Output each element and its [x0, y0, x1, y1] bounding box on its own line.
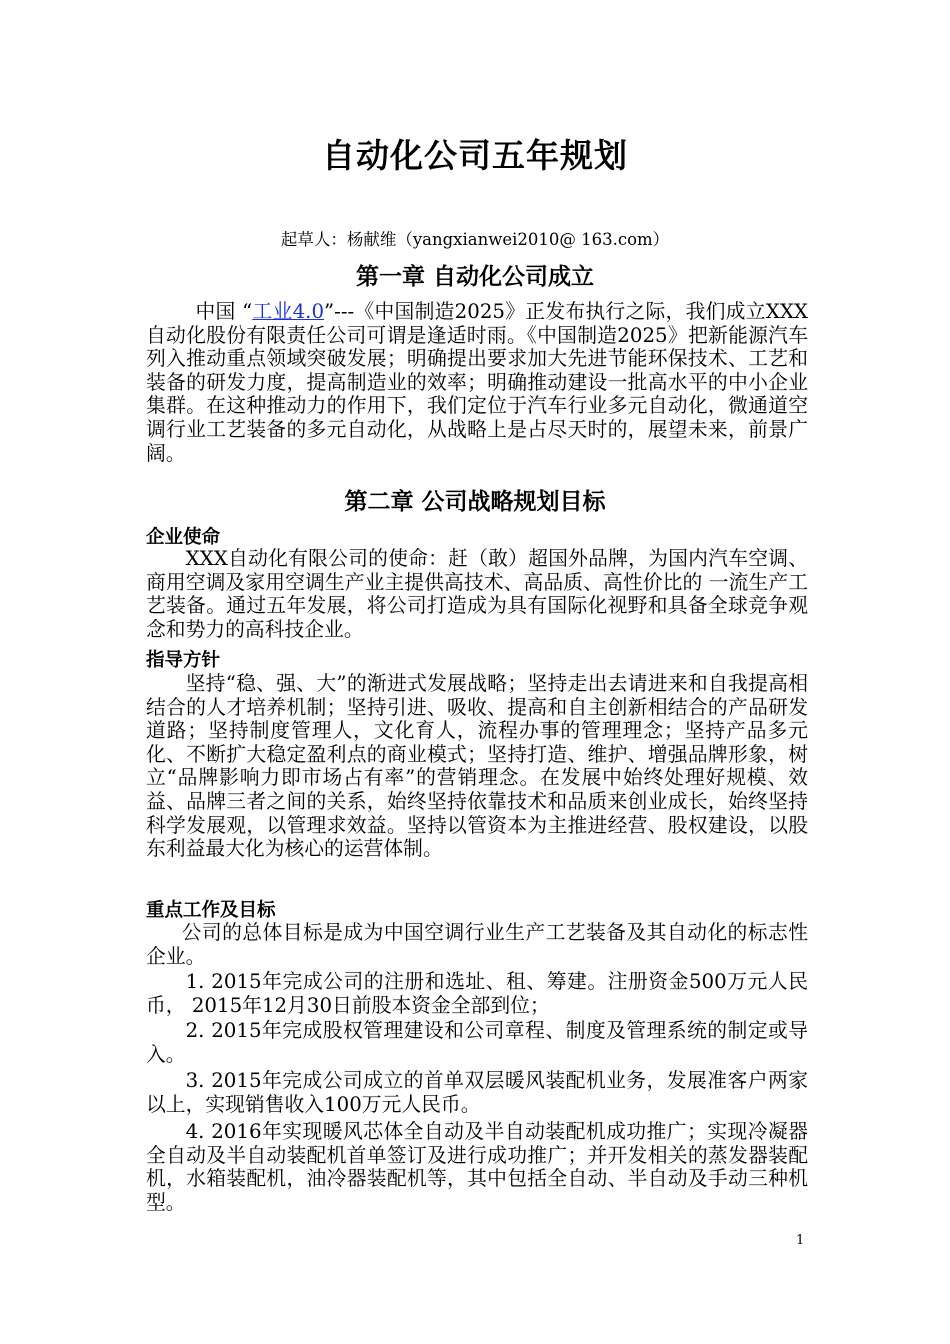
goal-item-3: 3. 2015年完成公司成立的首单双层暖风装配机业务，发展准客户两家以上，实现销售收入100万元人民币。	[146, 1069, 808, 1116]
chapter-1-text-pre: 中国 “	[195, 300, 253, 323]
chapter-1-text-post: ”---《中国制造2025》正发布执行之际，我们成立XXX自动化股份有限责任公司可谓是逢适时雨。《中国制造2025》把新能源汽车列入推动重点领域突破发展；明确提出要求加大先进节能环保技术、工艺和装备的研发力度，提高制造业的效率；明确推动建设一批高水平的中小企业集群。在这种推动力的作用下，我们定位于汽车行业多元自动化，微通道空调行业工艺装备的多元自动化，从战略上是占尽天时的，展望未来，前景广阔。	[146, 300, 808, 465]
document-title: 自动化公司五年规划	[322, 136, 628, 175]
chapter-1-heading: 第一章 自动化公司成立	[355, 264, 594, 290]
goal-item-4: 4. 2016年实现暖风芯体全自动及半自动装配机成功推广；实现冷凝器全自动及半自动装配机首单签订及进行成功推广；并开发相关的蒸发器装配机，水箱装配机，油冷器装配机等，其中包括全自动、半自动及手动三种机型。	[146, 1120, 808, 1214]
drafter-line: 起草人：杨献维（yangxianwei2010@ 163.com）	[280, 230, 670, 249]
mission-paragraph: XXX自动化有限公司的使命：赶（敢）超国外品牌，为国内汽车空调、商用空调及家用空调生产业主提供高技术、高品质、高性价比的 一流生产工艺装备。通过五年发展，将公司打造成为具有国际化视野和具备全球竞争观念和势力的高科技企业。	[146, 547, 808, 641]
chapter-2-heading: 第二章 公司战略规划目标	[344, 489, 606, 515]
goal-item-1: 1. 2015年完成公司的注册和选址、租、筹建。注册资金500万元人民币， 2015年12月30日前股本资金全部到位；	[146, 970, 808, 1017]
focus-heading: 重点工作及目标	[146, 900, 276, 921]
focus-intro-paragraph: 公司的总体目标是成为中国空调行业生产工艺装备及其自动化的标志性企业。	[146, 921, 808, 968]
mission-heading: 企业使命	[146, 527, 221, 548]
industry-4-link[interactable]: 工业4.0	[252, 300, 325, 323]
guideline-heading: 指导方针	[146, 650, 221, 671]
chapter-1-paragraph	[146, 300, 808, 465]
guideline-paragraph: 坚持“稳、强、大”的渐进式发展战略；坚持走出去请进来和自我提高相结合的人才培养机制；坚持引进、吸收、提高和自主创新相结合的产品研发道路；坚持制度管理人，文化育人，流程办事的管理理念；坚持产品多元化、不断扩大稳定盈利点的商业模式；坚持打造、维护、增强品牌形象，树立“品牌影响力即市场占有率”的营销理念。在发展中始终处理好规模、效益、品牌三者之间的关系，始终坚持依靠技术和品质来创业成长，始终坚持科学发展观，以管理求效益。坚持以管资本为主推进经营、股权建设，以股东利益最大化为核心的运营体制。	[146, 672, 808, 861]
goal-item-2: 2. 2015年完成股权管理建设和公司章程、制度及管理系统的制定或导入。	[146, 1019, 808, 1066]
page-number: 1	[796, 1233, 805, 1248]
